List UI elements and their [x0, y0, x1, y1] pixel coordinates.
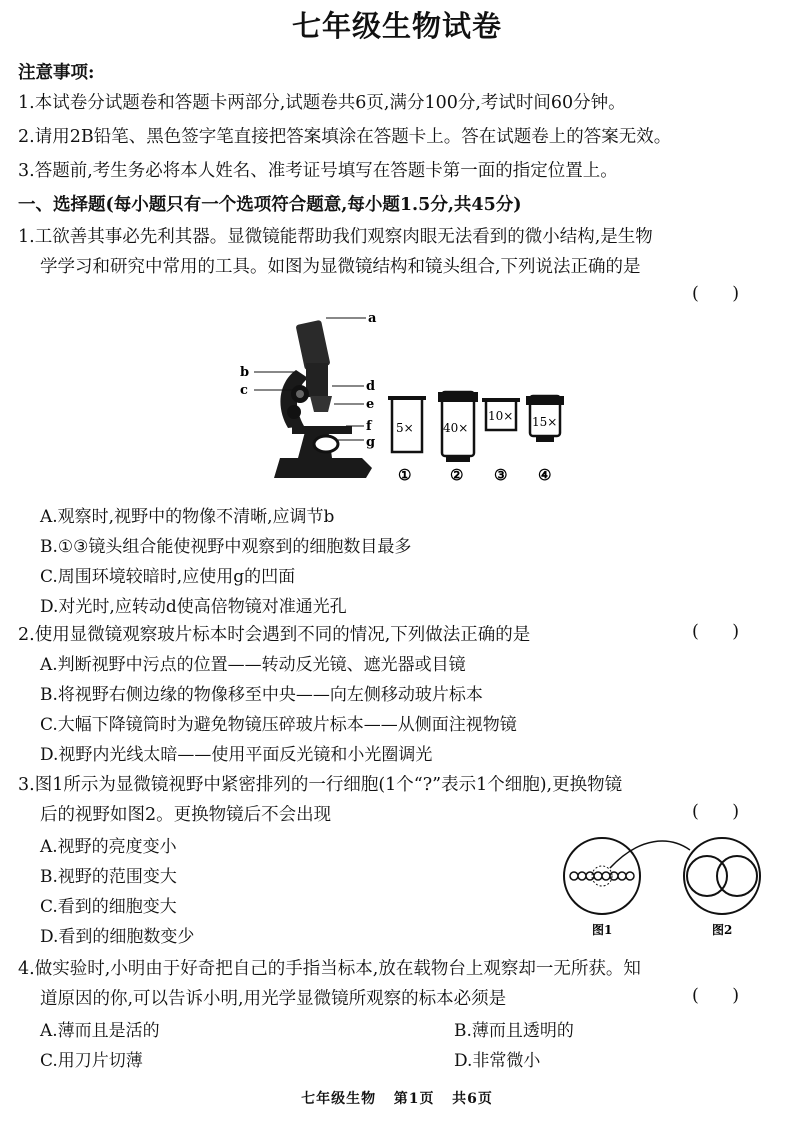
field-of-view-figure	[560, 830, 780, 942]
q4-option-c: C.用刀片切薄	[40, 1051, 143, 1071]
q3-answer-paren: ( )	[692, 802, 740, 822]
label-e: e	[366, 397, 375, 412]
label-d: d	[366, 379, 376, 394]
notes-heading: 注意事项:	[18, 63, 95, 83]
lens-2-mag: 40×	[443, 421, 469, 435]
label-a: a	[368, 311, 377, 326]
q3-option-c: C.看到的细胞变大	[40, 897, 177, 917]
section-heading: 一、选择题(每小题只有一个选项符合题意,每小题1.5分,共45分)	[18, 195, 522, 215]
q1-option-c: C.周围环境较暗时,应使用g的凹面	[40, 567, 296, 587]
label-c: c	[240, 383, 248, 398]
q4-stem-line1: 4.做实验时,小明由于好奇把自己的手指当标本,放在载物台上观察却一无所获。知	[18, 959, 641, 979]
lens-1-num: ①	[398, 466, 412, 484]
q3-option-a: A.视野的亮度变小	[40, 837, 177, 857]
label-g: g	[366, 435, 376, 450]
page-title: 七年级生物试卷	[291, 9, 502, 43]
lens-2-num: ②	[450, 466, 464, 484]
q4-answer-paren: ( )	[692, 986, 740, 1006]
q2-stem: 2.使用显微镜观察玻片标本时会遇到不同的情况,下列做法正确的是	[18, 625, 531, 645]
label-f: f	[366, 419, 372, 434]
q4-stem-line2: 道原因的你,可以告诉小明,用光学显微镜所观察的标本必须是	[40, 989, 507, 1009]
q3-stem-line2: 后的视野如图2。更换物镜后不会出现	[40, 805, 332, 825]
note-item-2: 2.请用2B铅笔、黑色签字笔直接把答案填涂在答题卡上。答在试题卷上的答案无效。	[18, 127, 672, 147]
microscope-figure	[236, 308, 576, 498]
lens-3-num: ③	[494, 466, 508, 484]
lens-1-mag: 5×	[396, 421, 414, 435]
q1-option-b: B.①③镜头组合能使视野中观察到的细胞数目最多	[40, 537, 412, 557]
lens-4-num: ④	[538, 466, 552, 484]
q1-stem-line2: 学学习和研究中常用的工具。如图为显微镜结构和镜头组合,下列说法正确的是	[40, 257, 641, 277]
q1-option-a: A.观察时,视野中的物像不清晰,应调节b	[40, 507, 335, 527]
q3-option-b: B.视野的范围变大	[40, 867, 177, 887]
q1-option-d: D.对光时,应转动d使高倍物镜对准通光孔	[40, 597, 347, 617]
fig2-label: 图2	[712, 923, 733, 937]
q4-option-b: B.薄而且透明的	[454, 1021, 574, 1041]
fig1-label: 图1	[592, 923, 613, 937]
q3-stem-line1: 3.图1所示为显微镜视野中紧密排列的一行细胞(1个“?”表示1个细胞),更换物镜	[18, 775, 623, 795]
q1-stem-line1: 1.工欲善其事必先利其器。显微镜能帮助我们观察肉眼无法看到的微小结构,是生物	[18, 227, 653, 247]
q2-option-a: A.判断视野中污点的位置——转动反光镜、遮光器或目镜	[40, 655, 466, 675]
q2-answer-paren: ( )	[692, 622, 740, 642]
note-item-3: 3.答题前,考生务必将本人姓名、准考证号填写在答题卡第一面的指定位置上。	[18, 161, 618, 181]
label-b: b	[240, 365, 250, 380]
q3-option-d: D.看到的细胞数变少	[40, 927, 195, 947]
lens-4-mag: 15×	[532, 415, 558, 429]
page-footer: 七年级生物 第1页 共6页	[301, 1091, 493, 1107]
q2-option-d: D.视野内光线太暗——使用平面反光镜和小光圈调光	[40, 745, 433, 765]
q4-option-a: A.薄而且是活的	[40, 1021, 160, 1041]
note-item-1: 1.本试卷分试题卷和答题卡两部分,试题卷共6页,满分100分,考试时间60分钟。	[18, 93, 626, 113]
q4-option-d: D.非常微小	[454, 1051, 541, 1071]
lens-3-mag: 10×	[488, 409, 514, 423]
q2-option-b: B.将视野右侧边缘的物像移至中央——向左侧移动玻片标本	[40, 685, 483, 705]
q1-answer-paren: ( )	[692, 284, 740, 304]
q2-option-c: C.大幅下降镜筒时为避免物镜压碎玻片标本——从侧面注视物镜	[40, 715, 517, 735]
